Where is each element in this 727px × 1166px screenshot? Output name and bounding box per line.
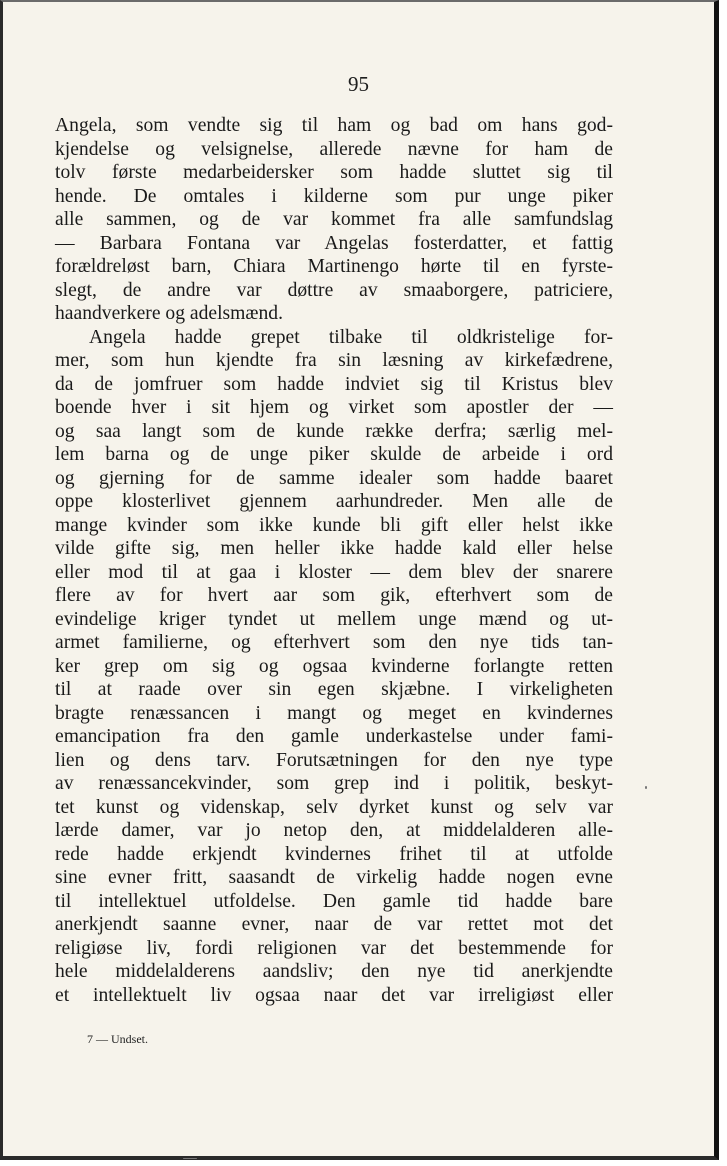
text-line: av renæssancekvinder, som grep ind i politik, beskyt- bbox=[55, 773, 613, 794]
text-line: anerkjendt saanne evner, naar de var rettet mot det bbox=[55, 914, 613, 935]
text-line: til at raade over sin egen skjæbne. I virkeligheten bbox=[55, 679, 613, 700]
text-line: Angela, som vendte sig til ham og bad om hans god- bbox=[55, 115, 613, 136]
text-line: mer, som hun kjendte fra sin læsning av kirkefædrene, bbox=[55, 350, 613, 371]
page-number: 95 bbox=[348, 72, 369, 96]
text-line: bragte renæssancen i mangt og meget en kvindernes bbox=[55, 702, 613, 724]
text-line: emancipation fra den gamle underkastelse under fami- bbox=[55, 726, 613, 747]
paragraph-start-line: Angela hadde grepet tilbake til oldkristelige for- bbox=[89, 326, 613, 348]
text-line: ker grep om sig og ogsaa kvinderne forlangte retten bbox=[55, 655, 613, 677]
text-line: rede hadde erkjendt kvindernes frihet til at utfolde bbox=[55, 843, 613, 865]
text-line: og saa langt som de kunde række derfra; særlig mel- bbox=[55, 420, 613, 442]
text-line: lærde damer, var jo netop den, at middelalderen alle- bbox=[55, 820, 613, 841]
text-line: og gjerning for de samme idealer som hadde baaret bbox=[55, 467, 613, 489]
paragraph-end-line: haandverkere og adelsmænd. bbox=[55, 303, 283, 324]
text-line: lem barna og de unge piker skulde de arbeide i ord bbox=[55, 444, 613, 465]
body-text bbox=[55, 114, 613, 1007]
text-line: forældreløst barn, Chiara Martinengo hørte til en fyrste- bbox=[55, 256, 613, 277]
text-line: oppe klosterlivet gjennem aarhundreder. Men alle de bbox=[55, 491, 613, 512]
text-line: mange kvinder som ikke kunde bli gift eller helst ikke bbox=[55, 514, 613, 536]
text-line: religiøse liv, fordi religionen var det bestemmende for bbox=[55, 937, 613, 959]
text-line: — Barbara Fontana var Angelas fosterdatter, et fattig bbox=[55, 232, 613, 254]
text-line: armet familierne, og efterhvert som den nye tids tan- bbox=[55, 632, 613, 653]
text-line: slegt, de andre var døttre av smaaborgere, patriciere, bbox=[55, 279, 613, 301]
text-line: eller mod til at gaa i kloster — dem blev der snarere bbox=[55, 561, 613, 583]
text-line: hende. De omtales i kilderne som pur unge piker bbox=[55, 185, 613, 207]
text-line: til intellektuel utfoldelse. Den gamle tid hadde bare bbox=[55, 890, 613, 912]
scan-speck bbox=[183, 1158, 197, 1159]
text-line: tolv første medarbeidersker som hadde sluttet sig til bbox=[55, 162, 613, 183]
text-line: evindelige kriger tyndet ut mellem unge mænd og ut- bbox=[55, 608, 613, 630]
text-line: vilde gifte sig, men heller ikke hadde kald eller helse bbox=[55, 538, 613, 559]
text-line: et intellektuelt liv ogsaa naar det var irreligiøst eller bbox=[55, 984, 613, 1006]
signature-mark: 7 — Undset. bbox=[87, 1032, 148, 1046]
text-line: da de jomfruer som hadde indviet sig til Kristus blev bbox=[55, 373, 613, 395]
text-line: flere av for hvert aar som gik, efterhvert som de bbox=[55, 585, 613, 606]
text-line: hele middelalderens aandsliv; den nye tid anerkjendte bbox=[55, 961, 613, 982]
scan-speck bbox=[645, 786, 647, 789]
text-line: lien og dens tarv. Forutsætningen for den nye type bbox=[55, 749, 613, 771]
text-line: alle sammen, og de var kommet fra alle samfundslag bbox=[55, 209, 613, 230]
text-line: tet kunst og videnskap, selv dyrket kunst og selv var bbox=[55, 796, 613, 818]
text-line: boende hver i sit hjem og virket som apostler der — bbox=[55, 397, 613, 418]
text-line: kjendelse og velsignelse, allerede nævne for ham de bbox=[55, 138, 613, 160]
text-line: sine evner fritt, saasandt de virkelig hadde nogen evne bbox=[55, 867, 613, 888]
